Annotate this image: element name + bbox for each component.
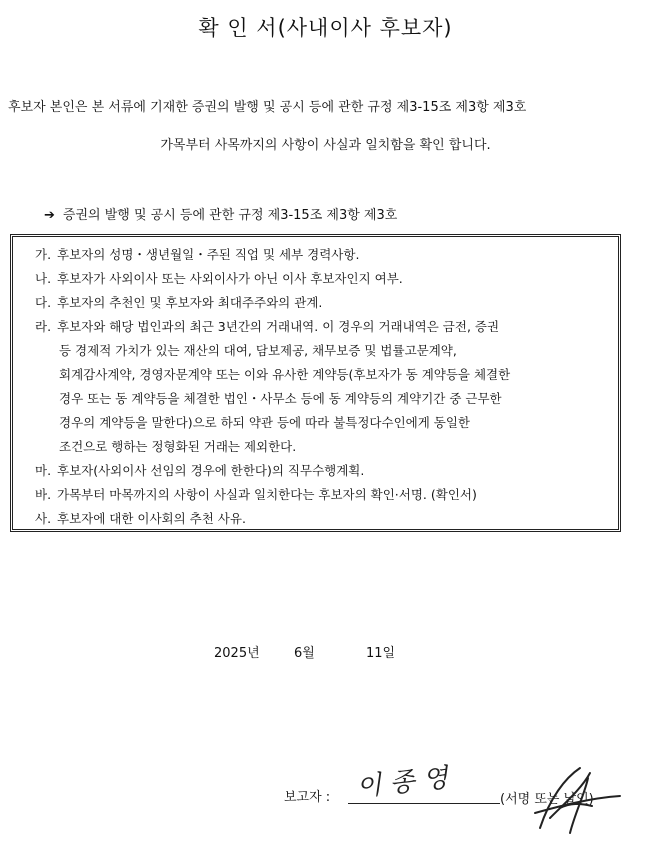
date-month: 6월 [294,646,315,661]
document-title: 확 인 서(사내이사 후보자) [198,16,453,40]
item-marker: 마. [35,463,52,478]
item-marker: 바. [35,487,52,502]
list-item [35,512,246,526]
item-continuation: 등 경제적 가치가 있는 재산의 대여, 담보제공, 채무보증 및 법률고문계약, [59,343,457,358]
seal-note: (서명 또는 날인) [500,792,594,807]
regulation-reference [44,204,397,223]
intro-line-1: 후보자 본인은 본 서류에 기재한 증권의 발행 및 공시 등에 관한 규정 제3-15조 제3항 제3호 [8,100,527,115]
item-marker: 라. [35,319,52,334]
item-continuation: 경우 또는 동 계약등을 체결한 법인・사무소 등에 동 계약등의 계약기간 중 근무한 [59,391,502,406]
list-item [35,296,322,310]
list-item [35,488,477,502]
reporter-label: 보고자 : [284,790,331,805]
item-continuation: 조건으로 행하는 정형화된 거래는 제외한다. [59,439,297,454]
date-year: 2025년 [214,646,260,661]
list-item [35,464,364,478]
reporter-handwritten-name: 이 종 영 [354,763,450,803]
item-marker: 다. [35,295,52,310]
regulation-reference-text: 증권의 발행 및 공시 등에 관한 규정 제3-15조 제3항 제3호 [62,208,398,223]
intro-line-2: 가목부터 사목까지의 사항이 사실과 일치함을 확인 합니다. [160,138,491,153]
item-text: 후보자의 추천인 및 후보자와 최대주주와의 관계. [57,295,323,310]
item-text: 후보자와 해당 법인과의 최근 3년간의 거래내역. 이 경우의 거래내역은 금전, 증권 [57,319,500,334]
list-item [35,320,499,334]
item-continuation: 경우의 계약등을 말한다)으로 하되 약관 등에 따라 불특정다수인에게 동일한 [59,415,470,430]
item-marker: 가. [35,247,52,262]
item-text: 후보자(사외이사 선임의 경우에 한한다)의 직무수행계획. [57,463,365,478]
signature-scribble-icon [520,758,630,838]
list-item [35,272,403,286]
item-text: 가목부터 마목까지의 사항이 사실과 일치한다는 후보자의 확인·서명. (확인서) [57,487,477,502]
item-text: 후보자의 성명・생년월일・주된 직업 및 세부 경력사항. [57,247,360,262]
item-continuation: 회계감사계약, 경영자문계약 또는 이와 유사한 계약등(후보자가 동 계약등을 체결한 [59,367,511,382]
list-item [35,248,359,262]
date-day: 11일 [366,646,396,661]
arrow-right-icon: ➔ [44,208,55,223]
item-text: 후보자에 대한 이사회의 추천 사유. [57,511,246,526]
signature-line [348,803,500,804]
item-marker: 나. [35,271,52,286]
item-marker: 사. [35,511,52,526]
items-box [10,234,621,532]
item-text: 후보자가 사외이사 또는 사외이사가 아닌 이사 후보자인지 여부. [57,271,403,286]
